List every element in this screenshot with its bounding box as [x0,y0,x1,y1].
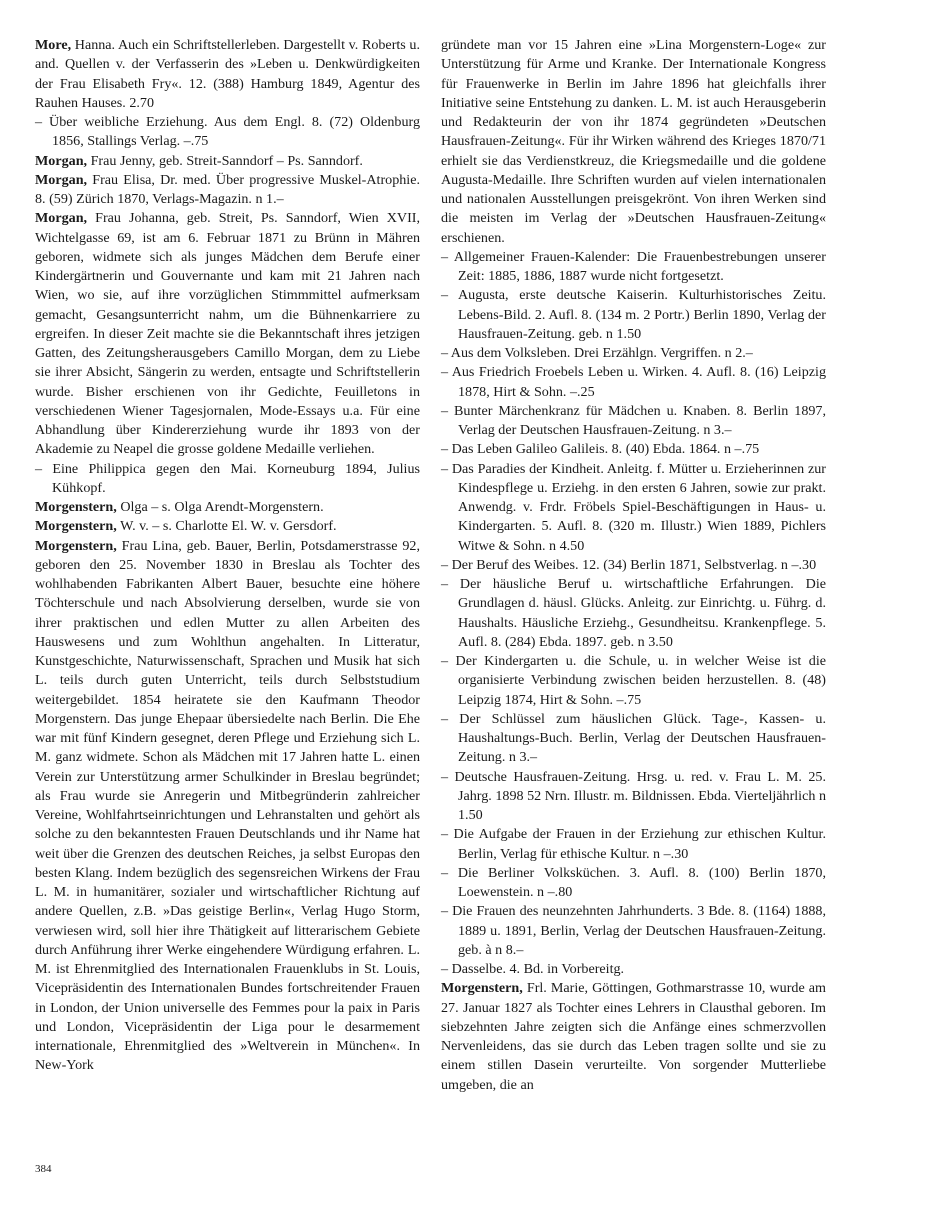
entry-morgan-elisa [35,171,420,210]
entry-more-hanna [35,36,420,113]
entry-text: W. v. – s. Charlotte El. W. v. Gersdorf. [116,518,337,535]
entry-morgan-jenny [35,152,420,171]
entry-text: Frau Lina, geb. Bauer, Berlin, Potsdamerstrasse 92, geboren den 25. November 1830 in Breslau als Tochter des wohlhabenden Fabrikanten Albert Bauer, besuchte eine höhere Töchterschule und nach Absolvierung derselben, wurde sie von ihrer praktischen und edlen Mutter zu allen Arbeiten des Hauswesens und zum Wohlthun angehalten. In Litteratur, Kunstgeschichte, Naturwissenschaft, Sprachen und Musik hat sich L. teils durch guten Unterricht, teils durch Selbststudium weitergebildet. 1854 heiratete sie den Kaufmann Theodor Morgenstern. Das junge Ehepaar übersiedelte nach Berlin. Die Ehe war mit fünf Kindern gesegnet, deren Pflege und Erziehung sich L. M. ganz widmete. Schon als Mädchen mit 17 Jahren hatte L. einen Verein zur Unterstützung armer Schulkinder in Breslau begründet; als Frau wurde sie Anregerin und Mitbegründerin zahlreicher Vereine, Wohlfahrtseinrichtungen und Lehranstalten und gehört als solche zu den bekanntesten Frauen Deutschlands und ihr Name hat weit über die Grenzen des deutschen Reiches, ja selbst Europas den besten Klang. Indem bezüglich des segensreichen Wirkens der Frau L. M. in humanitärer, sozialer und wirtschaftlicher Richtung auf andere Quellen, z.B. »Das geistige Berlin«, Verlag Hugo Storm, verwiesen wird, soll hier ihre Thätigkeit auf litterarischem Gebiete durch Anführung ihrer Werke eingehendere Würdigung erfahren. L. M. ist Ehrenmitglied des Internationalen Frauenklubs in St. Louis, Vicepräsidentin des Internationalen Bundes fortschreitender Frauen in London, der Union universelle des Femmes pour la paix in Paris und London, Vicepräsidentin der Liga pour le desarmement internationale, Ehrenmitglied des »Weltverein in München«. In New-York [35,537,420,1074]
sub-entry: – Eine Philippica gegen den Mai. Korneuburg 1894, Julius Kühkopf. [35,460,420,496]
entry-morgenstern-w [35,517,420,536]
sub-entry: – Augusta, erste deutsche Kaiserin. Kulturhistorisches Zeitu. Lebens-Bild. 2. Aufl. 8. (134 m. 2 Portr.) Berlin 1890, Verlag der Hausfrauen-Zeitung. geb. n 1.50 [441,287,826,342]
headword: Morgenstern, [35,518,117,535]
right-column [441,36,826,1095]
left-column [35,36,420,1076]
sub-entry: – Die Aufgabe der Frauen in der Erziehung zur ethischen Kultur. Berlin, Verlag für ethische Kultur. n –.30 [441,826,826,862]
sub-entry: – Aus dem Volksleben. Drei Erzählgn. Vergriffen. n 2.– [441,345,753,361]
sub-entry: – Aus Friedrich Froebels Leben u. Wirken. 4. Aufl. 8. (16) Leipzig 1878, Hirt & Sohn. –.25 [441,364,826,400]
sub-entry: – Deutsche Hausfrauen-Zeitung. Hrsg. u. red. v. Frau L. M. 25. Jahrg. 1898 52 Nrn. Illustr. m. Bildnissen. Ebda. Vierteljährlich n 1.50 [441,768,826,823]
entry-text: Frau Jenny, geb. Streit-Sanndorf – Ps. Sanndorf. [87,152,363,169]
entry-text: Frau Johanna, geb. Streit, Ps. Sanndorf, Wien XVII, Wichtelgasse 69, ist am 6. Februar 1871 zu Brünn in Mähren geboren, widmete sich als junges Mädchen dem Berufe einer Kindergärtnerin und Gouvernante und kam mit 21 Jahren nach Wien, wo sie, auf ihre vorzüglichen Stimmmittel aufmerksam gemacht, Gesangsunterricht nahm, um die Bühnenkarriere zu ergreifen. In dieser Zeit machte sie die Bekanntschaft ihres jetzigen Gatten, des Zeitungsherausgebers Camillo Morgan, dem zu Liebe sie ihrer Absicht, Sängerin zu werden, entsagte und Schriftstellerin wurde. Bisher erschienen von ihr Gedichte, Feuilletons in verschiedenen Wiener Tagesjornalen, Mode-Essays u.a. Für eine Abhandlung über Kindererziehung wurde ihr 1893 von der Akademie zu Neapel die grosse goldene Medaille verliehen. [35,210,420,458]
entry-text: Frl. Marie, Göttingen, Gothmarstrasse 10, wurde am 27. Januar 1827 als Tochter eines Lehrers in Clausthal geboren. Im siebzehnten Jahre zeigten sich die Anfänge eines schmerzvollen Nervenleidens, das sie durch das Leben tragen sollte und sie zu einem stillen Dasein verurteilte. Von sorgender Mutterliebe umgeben, die an [441,980,826,1093]
sub-entry: – Der häusliche Beruf u. wirtschaftliche Erfahrungen. Die Grundlagen d. häusl. Glücks. Anleitg. zur Einrichtg. u. Führg. d. Haushalts. Häusliche Erziehg., Gesundheitsu. Krankenpflege. 5. Aufl. 8. (284) Ebda. 1897. geb. n 3.50 [441,576,826,650]
sub-entry: – Über weibliche Erziehung. Aus dem Engl. 8. (72) Oldenburg 1856, Stallings Verlag. –.75 [35,114,420,150]
entry-text: Frau Elisa, Dr. med. Über progressive Muskel-Atrophie. 8. (59) Zürich 1870, Verlags-Magazin. n 1.– [35,171,420,207]
headword: Morgenstern, [35,499,117,515]
sub-entry: – Bunter Märchenkranz für Mädchen u. Knaben. 8. Berlin 1897, Verlag der Deutschen Hausfrauen-Zeitung. n 3.– [441,402,826,438]
headword: Morgenstern, [441,980,523,997]
sub-entry: – Der Beruf des Weibes. 12. (34) Berlin 1871, Selbstverlag. n –.30 [441,556,817,573]
sub-entry: – Allgemeiner Frauen-Kalender: Die Frauenbestrebungen unserer Zeit: 1885, 1886, 1887 wurde nicht fortgesetzt. [441,248,826,284]
entry-text: Hanna. Auch ein Schriftstellerleben. Dargestellt v. Roberts u. and. Quellen v. der Verfasserin des »Leben u. Denkwürdigkeiten der Frau Elisabeth Fry«. 12. (388) Hamburg 1849, Agentur des Rauhen Hauses. 2.70 [35,37,420,111]
headword: Morgan, [35,152,88,169]
headword: Morgan, [35,171,88,188]
entry-morgan-johanna [35,209,420,459]
sub-entry: – Der Schlüssel zum häuslichen Glück. Tage-, Kassen- u. Haushaltungs-Buch. Berlin, Verlag der Deutschen Hausfrauen-Zeitung. n 3.– [441,710,826,766]
entry-morgenstern-olga [35,498,420,517]
sub-entry: – Die Berliner Volksküchen. 3. Aufl. 8. (100) Berlin 1870, Loewenstein. n –.80 [441,864,826,900]
headword: Morgenstern, [35,537,117,554]
sub-entry: – Das Paradies der Kindheit. Anleitg. f. Mütter u. Erzieherinnen zur Kindespflege u. Erziehg. in den ersten 6 Jahren, sowie zur prakt. Anwendg. v. Frdr. Fröbels Spiel-Beschäftigungen in Haus- u. Kindergarten. 5. Aufl. 8. (320 m. Illustr.) Wien 1889, Pichlers Witwe & Sohn. n 4.50 [441,460,826,554]
headword: Morgan, [35,210,88,227]
entry-morgenstern-lina [35,537,420,1076]
entry-continuation [441,36,826,248]
page-number: 384 [35,1163,52,1175]
sub-entry: – Der Kindergarten u. die Schule, u. in welcher Weise ist die organisierte Verbindung zwischen beiden herzustellen. 8. (48) Leipzig 1874, Hirt & Sohn. –.75 [441,653,826,708]
entry-morgenstern-marie [441,979,826,1095]
entry-text: Olga – s. Olga Arendt-Morgenstern. [116,499,324,515]
entry-text: gründete man vor 15 Jahren eine »Lina Morgenstern-Loge« zur Unterstützung für Arme und Kranke. Der Internationale Kongress für Frauenwerke in Berlin im Jahre 1896 hat gleichfalls ihrer Initiative seine Entstehung zu danken. L. M. ist auch Herausgeberin und Redakteurin der von ihr 1874 gegründeten »Deutschen Hausfrauen-Zeitung«. Für ihr Wirken während des Krieges 1870/71 erhielt sie das Verdienstkreuz, die Kriegsmedaille und die goldene Augusta-Medaille. Ihre Schriften wurden auf vielen internationalen und nationalen Ausstellungen preisgekrönt. Von ihren Werken sind die meisten im Verlag der »Deutschen Hausfrauen-Zeitung« erschienen. [441,37,826,246]
headword: More, [35,37,72,53]
sub-entry: – Die Frauen des neunzehnten Jahrhunderts. 3 Bde. 8. (1164) 1888, 1889 u. 1891, Berlin, Verlag der Deutschen Hausfrauen-Zeitung. geb. à n 8.– [441,903,826,958]
sub-entry: – Dasselbe. 4. Bd. in Vorbereitg. [441,961,625,977]
sub-entry: – Das Leben Galileo Galileis. 8. (40) Ebda. 1864. n –.75 [441,441,760,458]
